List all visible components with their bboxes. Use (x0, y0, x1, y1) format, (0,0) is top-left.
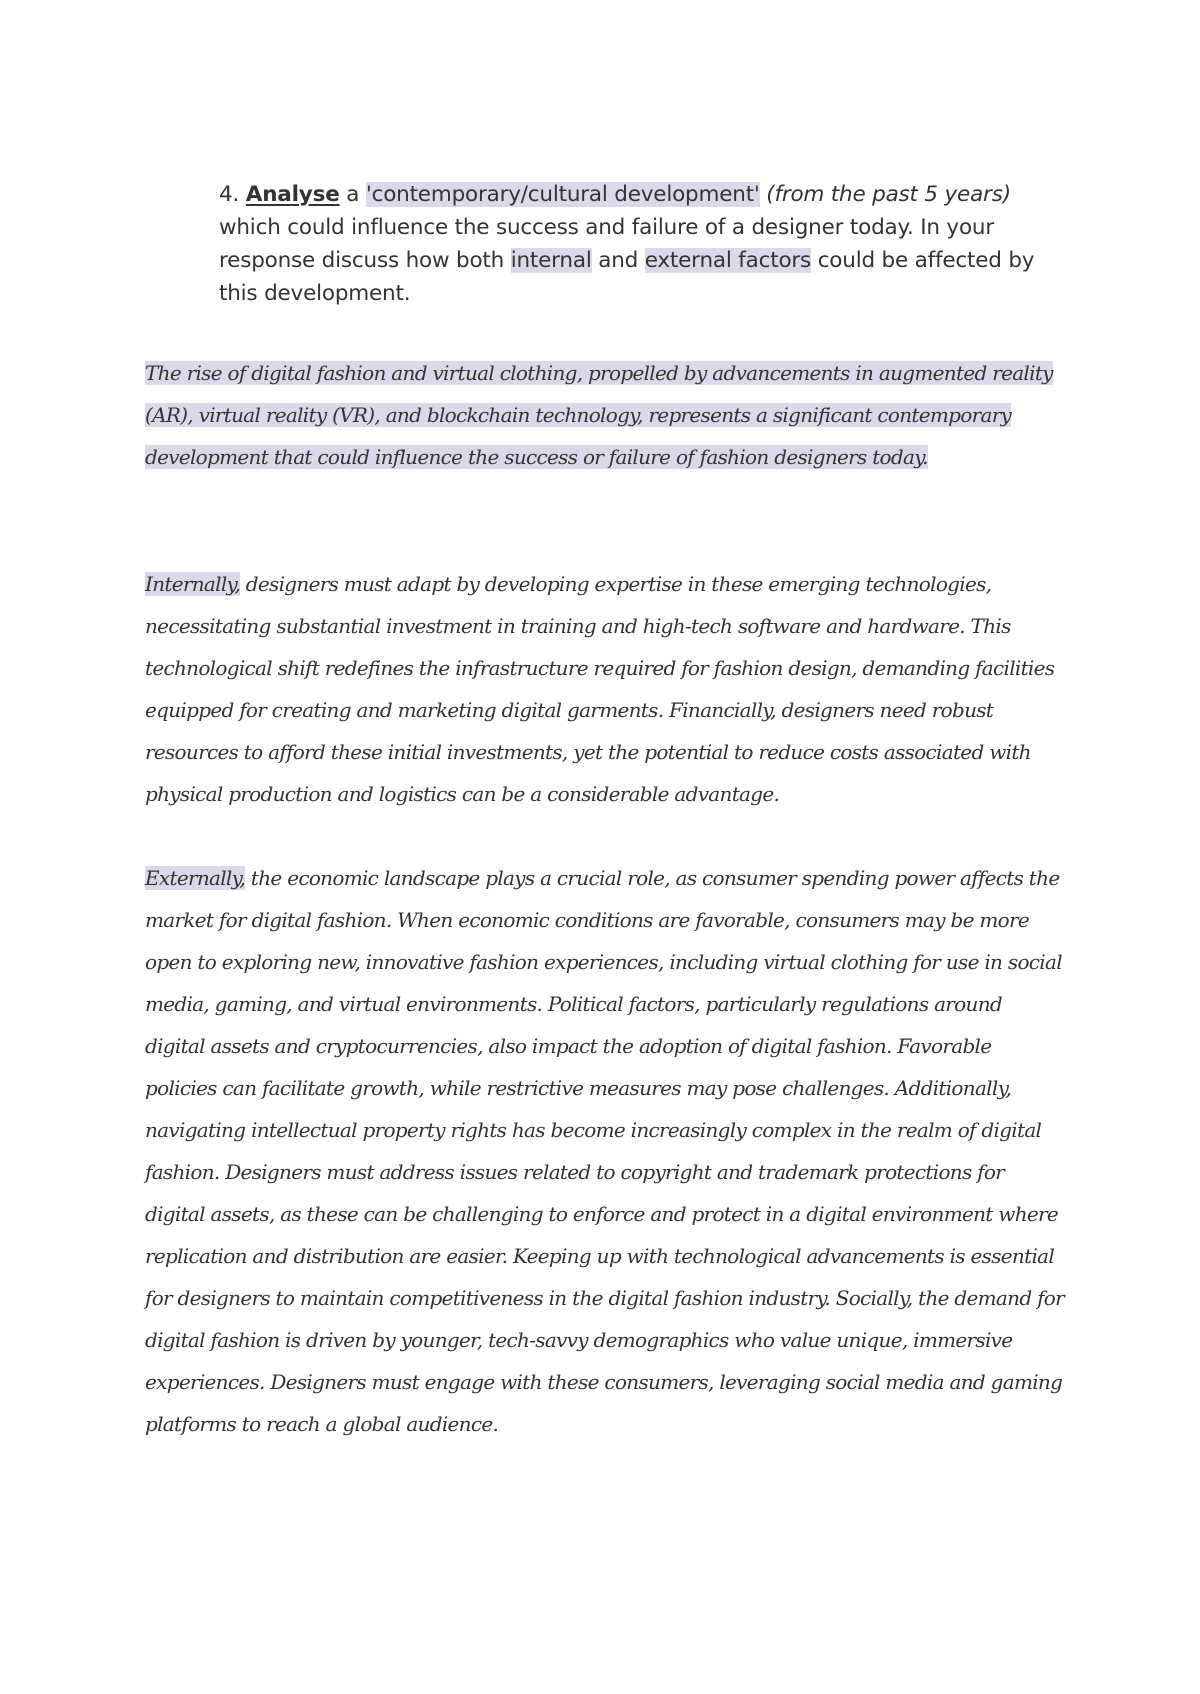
intro-highlight: The rise of digital fashion and virtual clothing, propelled by advancements in augmented reality (AR), virtual reality (VR), and blockchain technology, represents a significant contemporary development that could influence the success or failure of fashion designers today. (145, 361, 1053, 469)
question-text-part1: which could influence the success and failure of a designer today. In your response discuss how both (219, 215, 994, 273)
question-number: 4. (219, 182, 240, 207)
question-command-verb: Analyse (245, 182, 340, 207)
question-topic-highlight: 'contemporary/cultural development' (365, 182, 760, 207)
answer-paragraph-intro (145, 352, 1065, 478)
question-external-highlight: external factors (644, 248, 812, 273)
external-lead-highlight: Externally, (145, 866, 246, 890)
question-and: and (598, 248, 639, 273)
question-article: a (346, 182, 360, 207)
internal-lead-highlight: Internally, (145, 572, 241, 596)
answer-paragraph-external (145, 857, 1065, 1445)
question-internal-highlight: internal (510, 248, 592, 273)
internal-paragraph-text: designers must adapt by developing expertise in these emerging technologies, necessitating substantial investment in training and high-tech software and hardware. This technological shift redefines the infrastructure required for fashion design, demanding facilities equipped for creating and marketing digital garments. Financially, designers need robust resources to afford these initial investments, yet the potential to reduce costs associated with physical production and logistics can be a considerable advantage. (145, 572, 1055, 806)
external-paragraph-text: the economic landscape plays a crucial role, as consumer spending power affects the market for digital fashion. When economic conditions are favorable, consumers may be more open to exploring new, innovative fashion experiences, including virtual clothing for use in social media, gaming, and virtual environments. Political factors, particularly regulations around digital assets and cryptocurrencies, also impact the adoption of digital fashion. Favorable policies can facilitate growth, while restrictive measures may pose challenges. Additionally, navigating intellectual property rights has become increasingly complex in the realm of digital fashion. Designers must address issues related to copyright and trademark protections for digital assets, as these can be challenging to enforce and protect in a digital environment where replication and distribution are easier. Keeping up with technological advancements is essential for designers to maintain competitiveness in the digital fashion industry. Socially, the demand for digital fashion is driven by younger, tech-savvy demographics who value unique, immersive experiences. Designers must engage with these consumers, leveraging social media and gaming platforms to reach a global audience. (145, 866, 1064, 1436)
answer-paragraph-internal (145, 563, 1065, 815)
question-prompt (219, 178, 1069, 310)
question-text-part2: could be affected by this development. (219, 248, 1035, 306)
question-timeframe: (from the past 5 years) (766, 182, 1011, 207)
